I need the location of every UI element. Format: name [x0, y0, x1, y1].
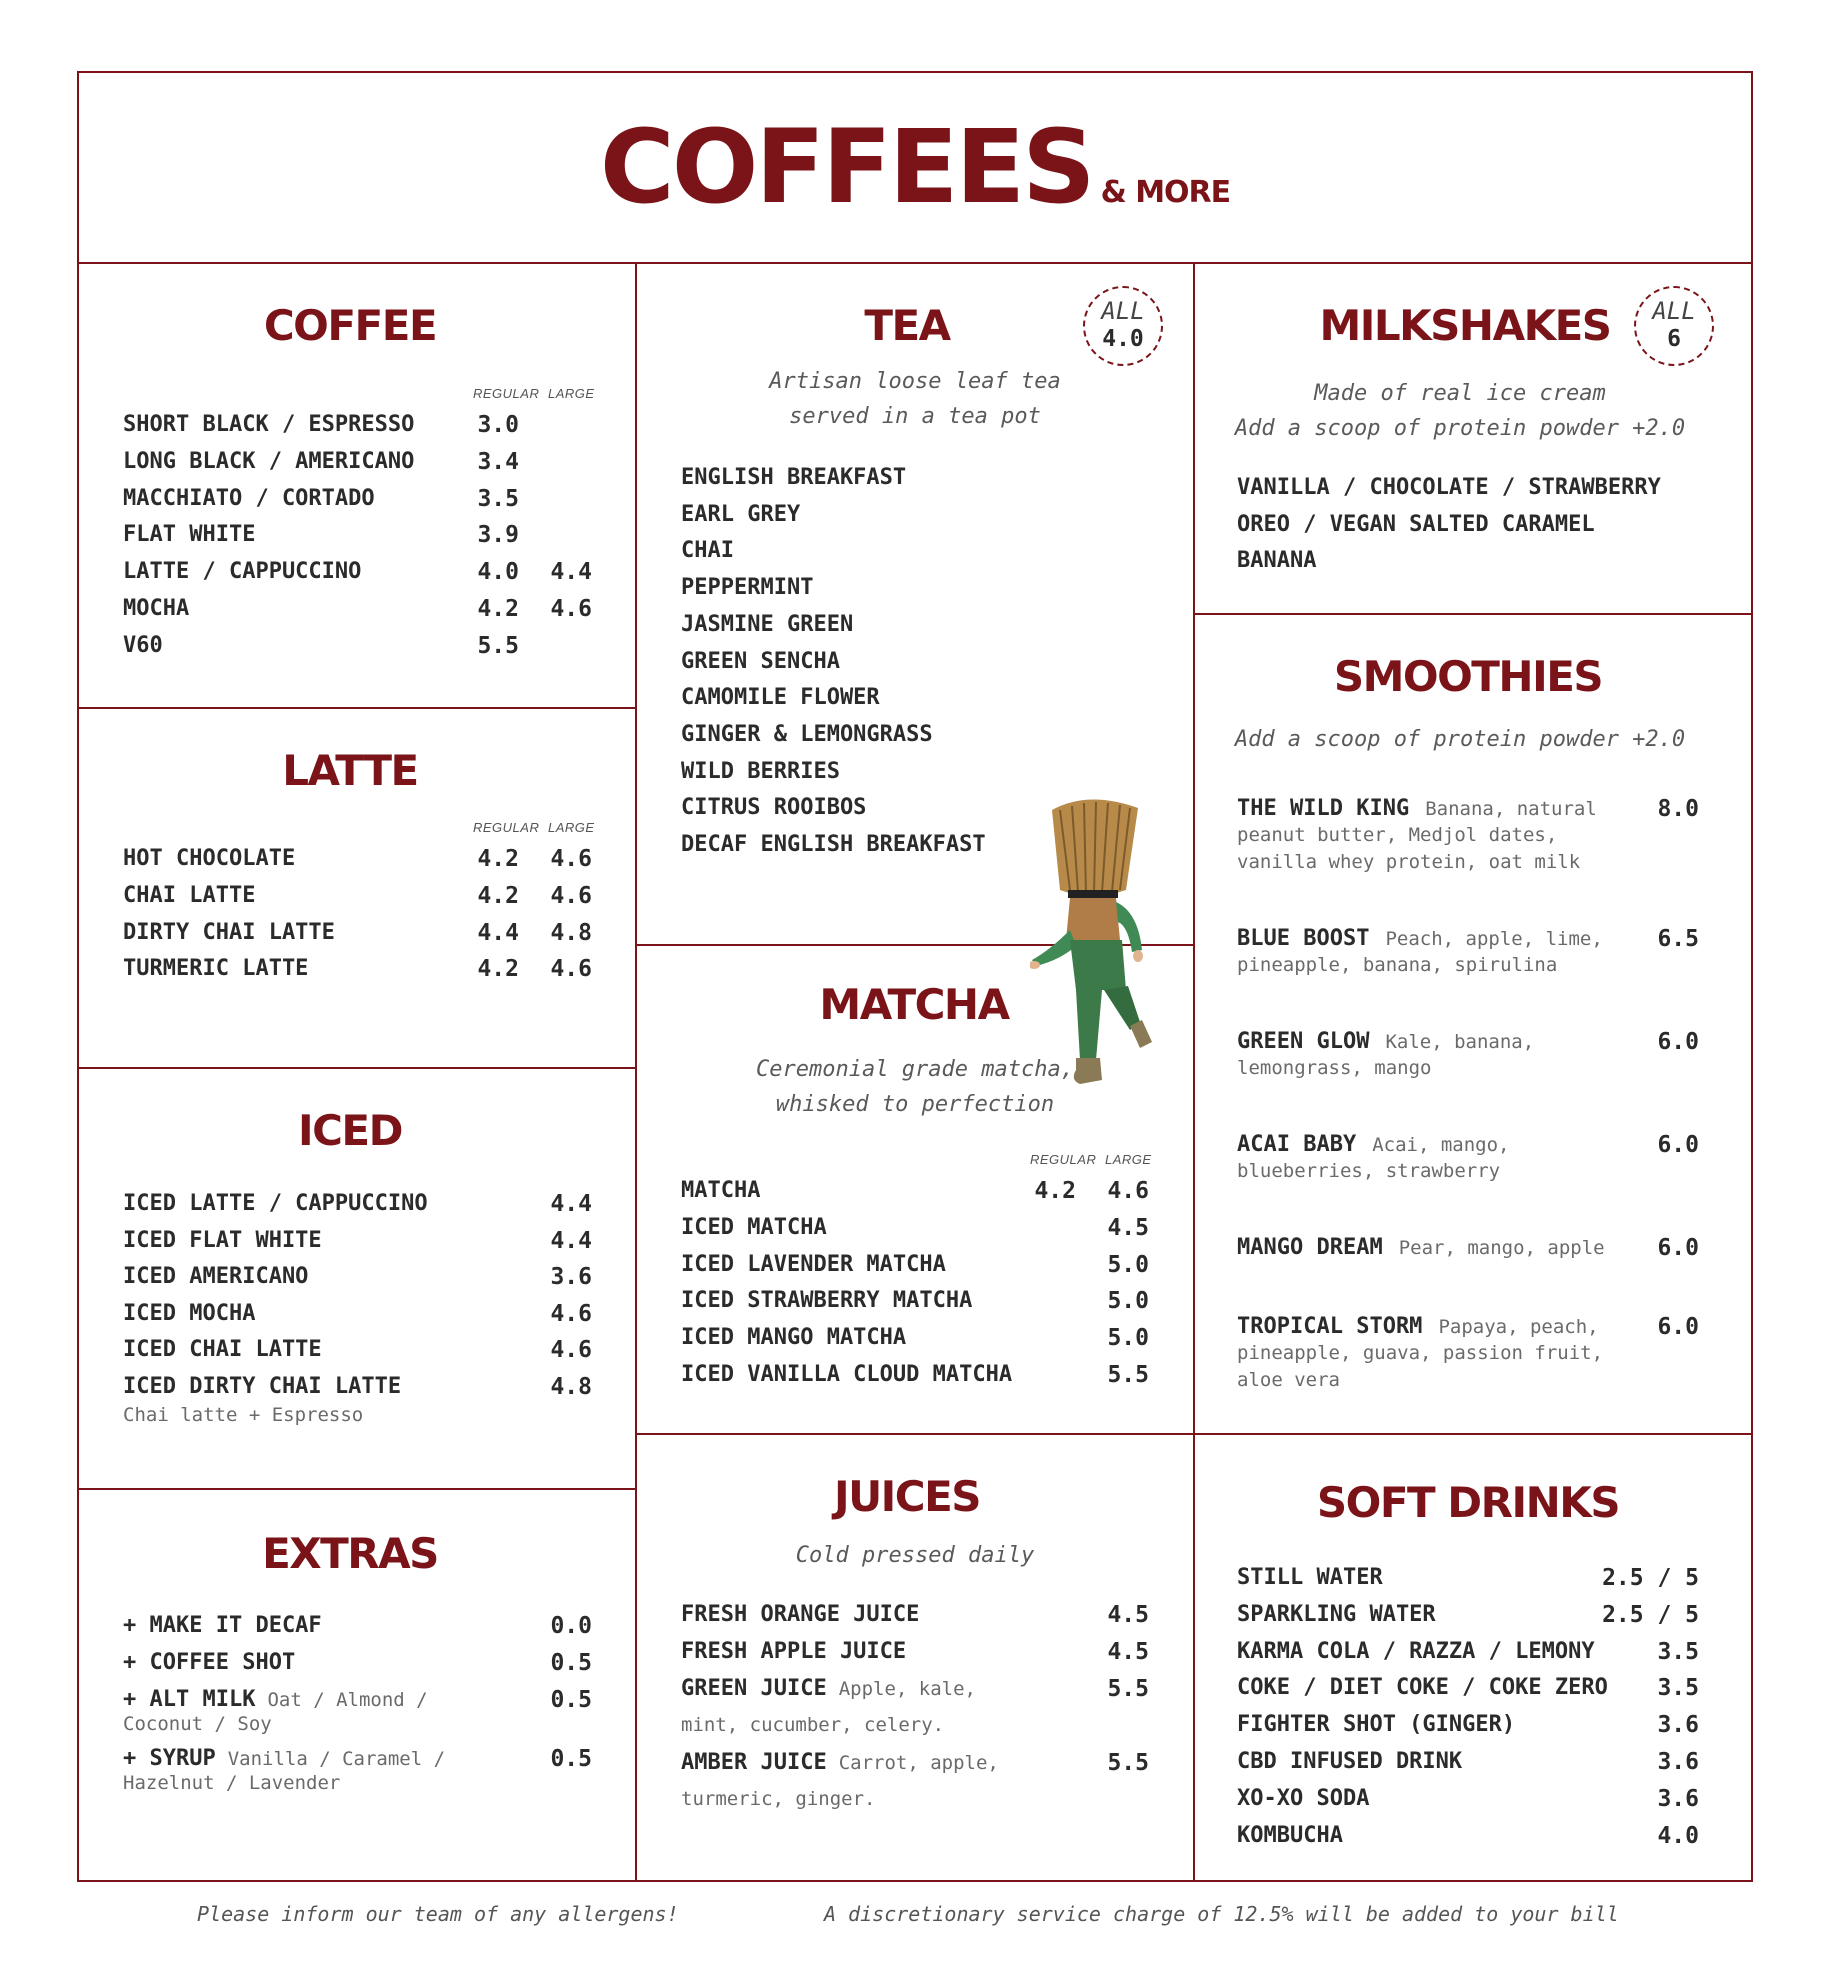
juices-description: Cold pressed daily	[795, 1543, 1035, 1568]
smoothie-item-name: BLUE BOOST	[1237, 926, 1370, 951]
extras-item	[123, 1612, 322, 1640]
juice-item-detail-line2: mint, cucumber, celery.	[681, 1714, 945, 1736]
smoothie-item-ingredients: Peach, apple, lime,	[1385, 928, 1603, 950]
tea-item-name: CAMOMILE FLOWER	[681, 685, 880, 711]
section-title-latte: LATTE	[282, 746, 418, 795]
matcha-large-header: LARGE	[1105, 1152, 1152, 1167]
coffee-item-name: V60	[123, 632, 163, 658]
smoothie-item	[1237, 795, 1597, 823]
coffee-item-regular-price: 3.0	[477, 412, 519, 438]
soft-drink-item-price: 3.5	[1657, 1675, 1699, 1702]
smoothie-item	[1237, 1028, 1534, 1056]
soft-drink-item-price: 2.5 / 5	[1602, 1565, 1699, 1591]
milkshakes-price-badge	[1634, 286, 1714, 366]
tea-item-name: DECAF ENGLISH BREAKFAST	[681, 832, 986, 857]
matcha-item-large-price: 4.6	[1107, 1178, 1149, 1204]
tea-item-name: WILD BERRIES	[681, 758, 840, 784]
matcha-description: whisked to perfection	[775, 1092, 1055, 1117]
tea-description: served in a tea pot	[789, 404, 1041, 429]
smoothie-item	[1237, 1131, 1510, 1159]
coffee-item-name: MOCHA	[123, 596, 190, 621]
iced-item-price: 3.6	[550, 1264, 592, 1291]
juice-item-name: GREEN JUICE	[681, 1676, 827, 1701]
latte-item-name: DIRTY CHAI LATTE	[123, 919, 335, 945]
smoothie-item-price: 6.0	[1657, 1235, 1699, 1261]
section-title-matcha: MATCHA	[819, 980, 1009, 1029]
allergen-notice: Please inform our team of any allergens!	[197, 1902, 679, 1926]
iced-item-name: ICED FLAT WHITE	[123, 1227, 322, 1253]
section-title-extras: EXTRAS	[262, 1529, 438, 1578]
extras-item-price: 0.5	[550, 1746, 592, 1772]
milkshakes-description: Add a scoop of protein powder +2.0	[1234, 416, 1686, 441]
smoothie-item-ingredients: Papaya, peach,	[1438, 1316, 1599, 1338]
section-title-juices: JUICES	[833, 1472, 981, 1521]
smoothie-item-ingredients: Kale, banana,	[1385, 1031, 1535, 1053]
menu-header	[79, 73, 1751, 264]
column-divider-1	[635, 264, 637, 1882]
juice-item-price: 5.5	[1107, 1676, 1149, 1702]
tea-item-name: PEPPERMINT	[681, 575, 814, 601]
smoothie-item-price: 8.0	[1657, 796, 1699, 822]
coffee-item-large-price: 4.6	[550, 596, 592, 622]
juice-item	[681, 1749, 999, 1777]
latte-item-large-price: 4.6	[550, 956, 592, 983]
juice-item-name: FRESH ORANGE JUICE	[681, 1602, 920, 1627]
smoothie-item	[1237, 1313, 1599, 1341]
extras-item	[123, 1686, 428, 1714]
tea-item-name: CITRUS ROOIBOS	[681, 795, 867, 821]
matcha-item-name: MATCHA	[681, 1178, 761, 1203]
section-title-coffee: COFFEE	[263, 301, 437, 350]
iced-item-name: ICED DIRTY CHAI LATTE	[123, 1374, 402, 1399]
juice-item-detail: Apple, kale,	[838, 1678, 976, 1700]
smoothie-item-name: THE WILD KING	[1237, 796, 1410, 821]
tea-item-name: EARL GREY	[681, 501, 801, 527]
smoothie-item-ingredients-line: aloe vera	[1237, 1369, 1340, 1391]
juice-item-price: 5.5	[1107, 1750, 1149, 1776]
soft-drink-item-price: 4.0	[1657, 1822, 1699, 1849]
matcha-item-large-price: 5.0	[1107, 1288, 1149, 1315]
extras-item-price: 0.5	[550, 1650, 592, 1676]
smoothie-item-ingredients-line: vanilla whey protein, oat milk	[1237, 851, 1581, 873]
section-title-iced: ICED	[297, 1106, 402, 1155]
matcha-item-regular-price: 4.2	[1034, 1178, 1076, 1204]
smoothie-item-name: MANGO DREAM	[1237, 1235, 1383, 1260]
latte-item-regular-price: 4.2	[477, 846, 519, 872]
coffee-regular-header: REGULAR	[473, 386, 540, 401]
soft-drink-item-price: 3.6	[1657, 1712, 1699, 1739]
service-charge-notice: A discretionary service charge of 12.5% will be added to your bill	[824, 1902, 1619, 1926]
soft-drink-item-name: CBD INFUSED DRINK	[1237, 1749, 1463, 1774]
tea-item-name: ENGLISH BREAKFAST	[681, 465, 907, 490]
tea-item-name: CHAI	[681, 538, 734, 564]
tea-item-name: GREEN SENCHA	[681, 648, 840, 674]
milkshake-item-name: VANILLA / CHOCOLATE / STRAWBERRY	[1237, 475, 1661, 500]
smoothie-item-ingredients: Pear, mango, apple	[1398, 1237, 1605, 1259]
juice-item-detail-line2: turmeric, ginger.	[681, 1788, 876, 1810]
extras-item-price: 0.5	[550, 1687, 592, 1713]
tea-badge-label: ALL	[1101, 297, 1145, 325]
iced-item-price: 4.4	[550, 1227, 592, 1254]
latte-item-regular-price: 4.2	[477, 882, 519, 909]
smoothie-item-ingredients-line: blueberries, strawberry	[1237, 1160, 1501, 1182]
extras-item-detail: Oat / Almond /	[267, 1689, 428, 1711]
juice-item-price: 4.5	[1107, 1602, 1149, 1628]
latte-item-name: TURMERIC LATTE	[123, 956, 309, 982]
coffee-large-header: LARGE	[548, 386, 595, 401]
iced-item-price: 4.8	[550, 1374, 592, 1400]
divider-iced-extras	[79, 1488, 637, 1490]
extras-item-price: 0.0	[550, 1613, 592, 1639]
brand-title	[599, 107, 1231, 227]
latte-item-name: CHAI LATTE	[123, 882, 256, 908]
iced-item-price: 4.6	[550, 1337, 592, 1364]
soft-drink-item-name: COKE / DIET COKE / COKE ZERO	[1237, 1675, 1608, 1701]
smoothie-item-name: GREEN GLOW	[1237, 1029, 1370, 1054]
extras-item-detail-line2: Coconut / Soy	[123, 1713, 272, 1735]
section-title-soft-drinks: SOFT DRINKS	[1316, 1478, 1620, 1527]
iced-item-name: ICED MOCHA	[123, 1300, 256, 1326]
latte-item-large-price: 4.8	[550, 919, 592, 946]
matcha-item-large-price: 5.0	[1107, 1251, 1149, 1278]
smoothie-item	[1237, 1234, 1605, 1262]
tea-description: Artisan loose leaf tea	[769, 369, 1061, 394]
juice-item-price: 4.5	[1107, 1639, 1149, 1665]
matcha-item-large-price: 5.5	[1107, 1362, 1149, 1388]
latte-item-large-price: 4.6	[550, 882, 592, 909]
section-title-smoothies: SMOOTHIES	[1333, 652, 1603, 701]
latte-item-large-price: 4.6	[550, 846, 592, 872]
coffee-item-regular-price: 4.2	[477, 596, 519, 622]
iced-item-name: ICED LATTE / CAPPUCCINO	[123, 1191, 428, 1216]
milkshakes-description: Made of real ice cream	[1314, 381, 1606, 406]
page-title: COFFEES	[599, 107, 1093, 227]
page-subtitle: & MORE	[1100, 174, 1231, 210]
smoothie-item	[1237, 925, 1603, 953]
column-divider-2	[1193, 264, 1195, 1882]
divider-latte-iced	[79, 1067, 637, 1069]
smoothie-item-name: ACAI BABY	[1237, 1132, 1357, 1157]
coffee-item-regular-price: 4.0	[477, 559, 519, 586]
soft-drink-item-name: SPARKLING WATER	[1237, 1601, 1436, 1627]
milkshake-item-name: BANANA	[1237, 548, 1317, 574]
coffee-item-name: LATTE / CAPPUCCINO	[123, 559, 362, 585]
milkshakes-badge-price: 6	[1667, 326, 1681, 352]
soft-drink-item-price: 2.5 / 5	[1602, 1601, 1699, 1628]
latte-item-name: HOT CHOCOLATE	[123, 846, 296, 871]
extras-item-detail: Vanilla / Caramel /	[227, 1748, 446, 1770]
juice-item-name: AMBER JUICE	[681, 1750, 827, 1775]
soft-drink-item-price: 3.5	[1657, 1638, 1699, 1665]
matcha-item-name: ICED STRAWBERRY MATCHA	[681, 1288, 973, 1314]
juice-item	[681, 1675, 976, 1703]
smoothie-item-ingredients-line: lemongrass, mango	[1237, 1057, 1432, 1079]
coffee-item-regular-price: 5.5	[477, 632, 519, 659]
smoothie-item-ingredients-line: peanut butter, Medjol dates,	[1237, 824, 1558, 846]
milkshake-item-name: OREO / VEGAN SALTED CARAMEL	[1237, 511, 1595, 537]
coffee-item-name: FLAT WHITE	[123, 522, 256, 548]
soft-drink-item-price: 3.6	[1657, 1749, 1699, 1775]
juice-item	[681, 1601, 919, 1629]
tea-item-name: GINGER & LEMONGRASS	[681, 721, 933, 747]
matcha-regular-header: REGULAR	[1030, 1152, 1097, 1167]
smoothie-item-price: 6.0	[1657, 1029, 1699, 1055]
matcha-item-name: ICED VANILLA CLOUD MATCHA	[681, 1362, 1013, 1387]
smoothie-item-ingredients: Banana, natural	[1425, 798, 1597, 820]
smoothie-item-price: 6.0	[1657, 1314, 1699, 1340]
iced-item-name: ICED AMERICANO	[123, 1264, 309, 1290]
smoothie-item-price: 6.0	[1657, 1132, 1699, 1158]
coffee-item-regular-price: 3.9	[477, 522, 519, 549]
latte-large-header: LARGE	[548, 820, 595, 835]
extras-item-name: + COFFEE SHOT	[123, 1650, 296, 1675]
extras-item	[123, 1745, 445, 1773]
coffee-item-name: LONG BLACK / AMERICANO	[123, 448, 415, 474]
extras-item	[123, 1649, 295, 1677]
matcha-description: Ceremonial grade matcha,	[756, 1057, 1074, 1082]
divider-milkshakes-smoothies	[1193, 613, 1753, 615]
coffee-item-large-price: 4.4	[550, 559, 592, 586]
coffee-item-regular-price: 3.5	[477, 485, 519, 512]
matcha-item-name: ICED LAVENDER MATCHA	[681, 1251, 946, 1277]
smoothies-description: Add a scoop of protein powder +2.0	[1234, 727, 1686, 752]
iced-item-price: 4.6	[550, 1300, 592, 1327]
divider-matcha-juices	[635, 1433, 1753, 1435]
smoothie-item-name: TROPICAL STORM	[1237, 1314, 1423, 1339]
smoothie-item-ingredients-line: pineapple, guava, passion fruit,	[1237, 1342, 1604, 1364]
latte-item-regular-price: 4.4	[477, 919, 519, 946]
tea-item-name: JASMINE GREEN	[681, 611, 854, 637]
section-title-tea: TEA	[864, 301, 950, 350]
smoothie-item-ingredients-line: pineapple, banana, spirulina	[1237, 954, 1558, 976]
extras-item-detail-line2: Hazelnut / Lavender	[123, 1772, 341, 1794]
soft-drink-item-name: KARMA COLA / RAZZA / LEMONY	[1237, 1638, 1595, 1664]
iced-item-name: ICED CHAI LATTE	[123, 1337, 322, 1363]
latte-item-regular-price: 4.2	[477, 956, 519, 983]
iced-item-note: Chai latte + Espresso	[123, 1404, 364, 1426]
juice-item-detail: Carrot, apple,	[838, 1752, 999, 1774]
matcha-whisk-character-icon	[1030, 790, 1160, 1100]
soft-drink-item-name: STILL WATER	[1237, 1565, 1383, 1590]
coffee-item-regular-price: 3.4	[477, 448, 519, 475]
latte-regular-header: REGULAR	[473, 820, 540, 835]
divider-coffee-latte	[79, 707, 637, 709]
extras-item-name: + SYRUP	[123, 1746, 216, 1771]
soft-drink-item-name: KOMBUCHA	[1237, 1822, 1343, 1848]
soft-drink-item-name: FIGHTER SHOT (GINGER)	[1237, 1712, 1516, 1738]
section-title-milkshakes: MILKSHAKES	[1319, 301, 1611, 350]
coffee-item-name: SHORT BLACK / ESPRESSO	[123, 412, 415, 437]
soft-drink-item-price: 3.6	[1657, 1785, 1699, 1812]
extras-item-name: + ALT MILK	[123, 1687, 256, 1712]
soft-drink-item-name: XO-XO SODA	[1237, 1785, 1370, 1811]
tea-badge-price: 4.0	[1102, 326, 1144, 352]
matcha-item-name: ICED MATCHA	[681, 1214, 827, 1240]
juice-item-name: FRESH APPLE JUICE	[681, 1639, 907, 1664]
iced-item-price: 4.4	[550, 1191, 592, 1217]
juice-item	[681, 1638, 906, 1666]
smoothie-item-ingredients: Acai, mango,	[1372, 1134, 1510, 1156]
smoothie-item-price: 6.5	[1657, 926, 1699, 952]
coffee-item-name: MACCHIATO / CORTADO	[123, 485, 375, 511]
tea-price-badge	[1083, 286, 1163, 366]
milkshakes-badge-label: ALL	[1652, 297, 1696, 325]
extras-item-name: + MAKE IT DECAF	[123, 1613, 322, 1638]
matcha-item-name: ICED MANGO MATCHA	[681, 1325, 907, 1351]
matcha-item-large-price: 5.0	[1107, 1325, 1149, 1352]
matcha-item-large-price: 4.5	[1107, 1214, 1149, 1241]
